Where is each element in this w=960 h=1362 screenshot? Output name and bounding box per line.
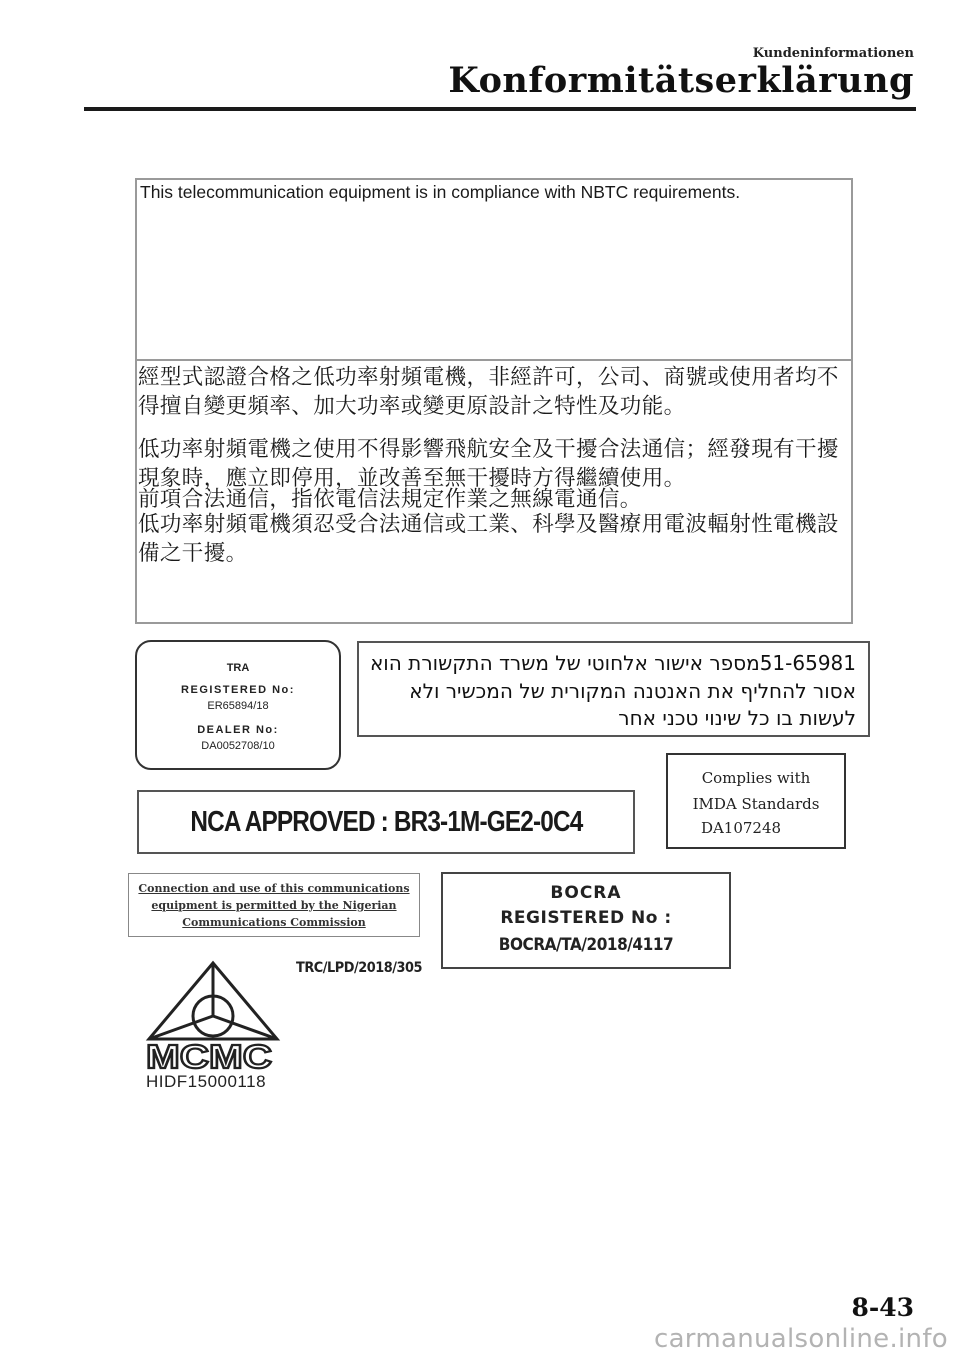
imda-line-2: IMDA Standards [692, 795, 820, 813]
israel-line-2: אסור להחליף את האנטנה המקורית של המכשיר ולא [409, 679, 856, 703]
tra-registered-label: REGISTERED No: [181, 684, 295, 696]
mcmc-wordmark [143, 1040, 275, 1074]
ncc-paragraph-3: 前項合法通信，指依電信法規定作業之無線電通信。 [138, 487, 642, 512]
nigeria-ncc-label [128, 873, 420, 937]
israel-certification-box [357, 641, 870, 737]
ncc-paragraph-2: 低功率射頻電機之使用不得影響飛航安全及干擾合法通信；經發現有干擾現象時，應立即停用，並改善至無干擾時方得繼續使用。 [138, 437, 839, 491]
tra-dealer-label: DEALER No: [197, 724, 279, 736]
ncc-paragraph-1: 經型式認證合格之低功率射頻電機，非經許可，公司、商號或使用者均不得擅自變更頻率、加大功率或變更原設計之特性及功能。 [138, 365, 839, 419]
tra-title: TRA [226, 662, 250, 674]
bocra-certification-box [441, 872, 731, 969]
bocra-registered-value: BOCRA/TA/2018/4117 [498, 935, 674, 955]
bocra-registered-label: REGISTERED No : [500, 908, 672, 928]
imda-certification-label [666, 753, 846, 849]
page-number: 8-43 [851, 1293, 914, 1322]
svg-text:MCMC: MCMC [146, 1040, 272, 1074]
tra-certification-label [135, 640, 341, 770]
imda-line-1: Complies with [701, 769, 811, 787]
mcmc-id: HIDF15000118 [146, 1072, 267, 1091]
israel-line-1: 51-65981מספר אישור אלחוטי של משרד התקשורת הוא [369, 651, 856, 675]
imda-line-3: DA107248 [700, 819, 782, 837]
nigeria-line-2: equipment is permitted by the Nigerian [151, 899, 397, 912]
trc-registration: TRC/LPD/2018/305 [296, 960, 422, 976]
tra-dealer-value: DA0052708/10 [201, 740, 275, 752]
mcmc-triangle-logo-icon [144, 960, 282, 1042]
ncc-paragraph-4: 低功率射頻電機須忍受合法通信或工業、科學及醫療用電波輻射性電機設備之干擾。 [138, 512, 839, 566]
nca-approval-text: NCA APPROVED : BR3-1M-GE2-0C4 [189, 805, 583, 838]
watermark-text: carmanualsonline.info [653, 1324, 948, 1354]
section-label: Kundeninformationen [752, 46, 914, 61]
bocra-title: BOCRA [550, 883, 622, 903]
nca-approval-box [137, 790, 635, 854]
nigeria-line-1: Connection and use of this communications [138, 882, 410, 895]
tra-registered-value: ER65894/18 [207, 700, 269, 712]
header-divider [84, 107, 916, 111]
nigeria-line-3: Communications Commission [182, 916, 366, 929]
israel-line-3: לעשות בו כל שינוי טכני אחר [618, 706, 856, 730]
nbtc-ncc-divider [137, 359, 851, 361]
page-title: Konformitätserklärung [448, 60, 914, 101]
nbtc-statement: This telecommunication equipment is in compliance with NBTC requirements. [140, 182, 741, 202]
